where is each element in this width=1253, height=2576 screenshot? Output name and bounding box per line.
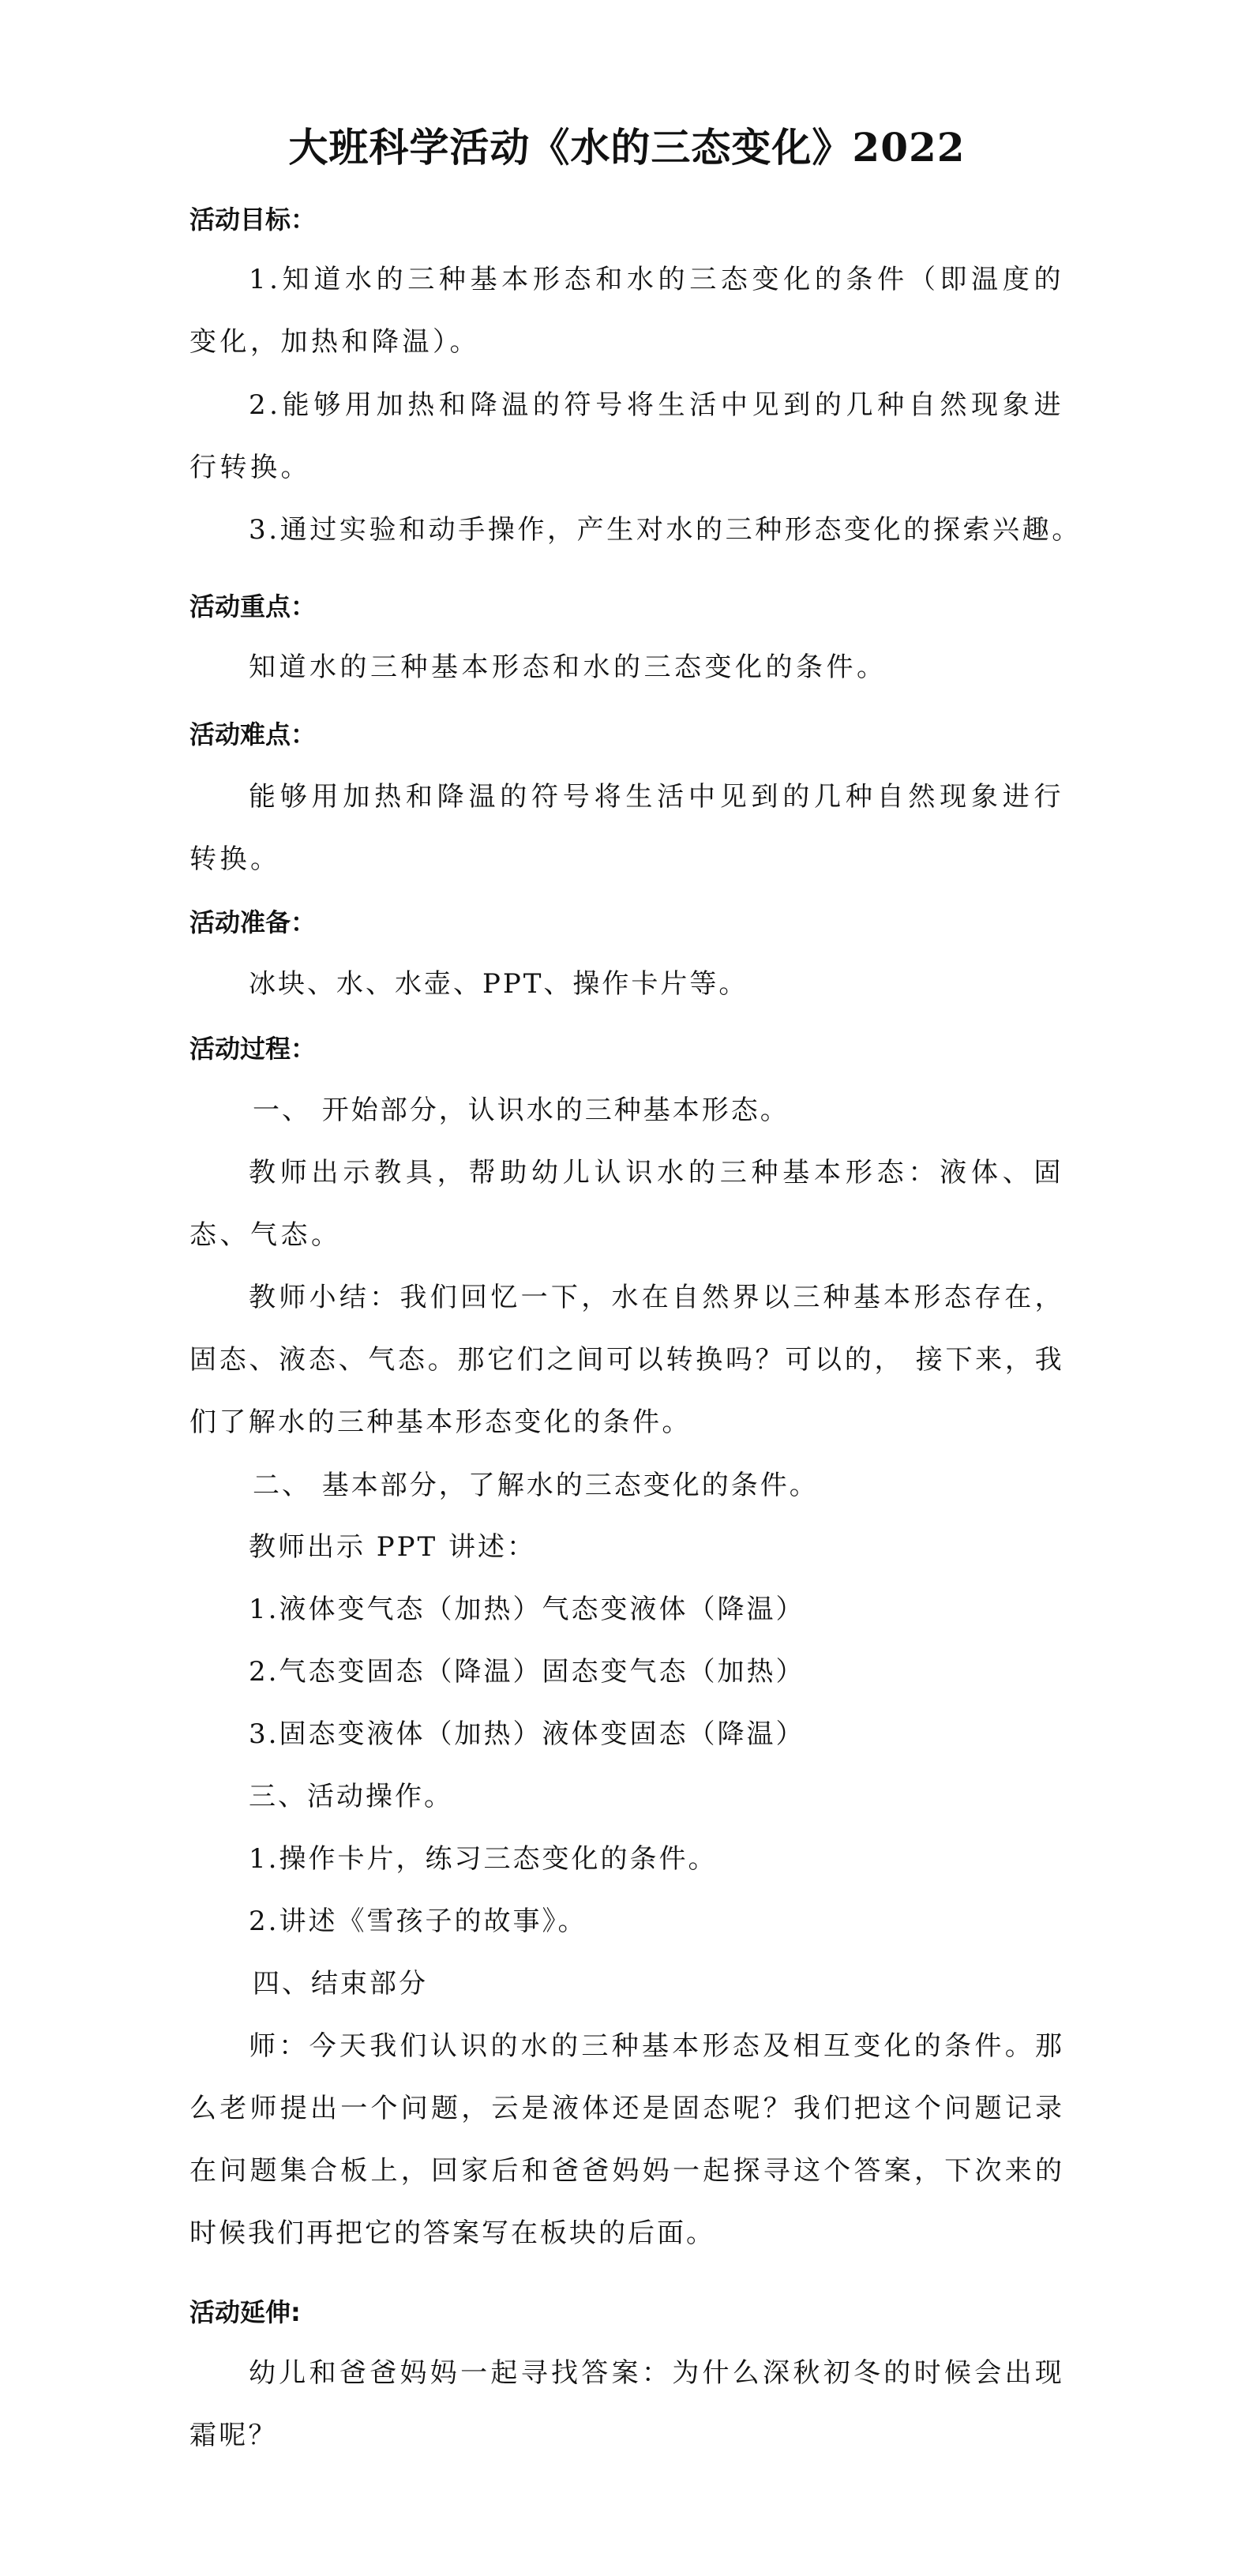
process-part1-title: 一、 开始部分，认识水的三种基本形态。	[253, 1095, 790, 1126]
document-title: 大班科学活动《水的三态变化》2022	[288, 124, 966, 171]
process-part3-item-2-wrap	[189, 1891, 1064, 1953]
process-part2-item-3: 3.固态变液体（加热）液体变固态（降温）	[249, 1718, 805, 1750]
difficulties-heading: 活动难点：	[189, 719, 317, 749]
goal-item-3: 3.通过实验和动手操作，产生对水的三种形态变化的探索兴趣。	[249, 514, 1082, 546]
process-part2-item-1: 1.液体变气态（加热）气态变液体（降温）	[249, 1594, 805, 1625]
process-part1-p1: 教师出示教具，帮助幼儿认识水的三种基本形态：液体、固态、气态。	[189, 1157, 1064, 1251]
process-part1-title-wrap	[189, 1080, 1064, 1142]
goal-item-2-wrap	[189, 374, 1064, 499]
process-part2-title-wrap	[189, 1455, 1064, 1517]
goals-list	[189, 249, 1064, 374]
goals-section	[189, 204, 1064, 235]
process-part3-title: 三、活动操作。	[249, 1781, 453, 1812]
process-part2-item-2-wrap	[189, 1641, 1064, 1703]
process-heading: 活动过程：	[189, 1034, 317, 1064]
key-points-wrap	[189, 636, 1064, 699]
difficulties-wrap	[189, 766, 1064, 891]
preparation-section	[189, 907, 1064, 938]
process-part1-p2-wrap	[189, 1267, 1064, 1454]
process-part4-title-wrap	[189, 1953, 1064, 2015]
goal-item-2: 2.能够用加热和降温的符号将生活中见到的几种自然现象进行转换。	[189, 389, 1064, 483]
process-part4-title: 四、结束部分	[253, 1968, 428, 2000]
process-part2-intro: 教师出示 PPT 讲述：	[249, 1531, 537, 1563]
process-section	[189, 1033, 1064, 1065]
preparation-wrap	[189, 953, 1064, 1016]
difficulties-text: 能够用加热和降温的符号将生活中见到的几种自然现象进行转换。	[189, 781, 1064, 875]
extension-text: 幼儿和爸爸妈妈一起寻找答案：为什么深秋初冬的时候会出现霜呢？	[189, 2357, 1064, 2451]
process-part1-p1-wrap	[189, 1142, 1064, 1267]
preparation-heading: 活动准备：	[189, 907, 317, 937]
process-part3-item-1: 1.操作卡片，练习三态变化的条件。	[249, 1843, 718, 1875]
preparation-text: 冰块、水、水壶、PPT、操作卡片等。	[249, 968, 748, 1000]
process-part2-item-2: 2.气态变固态（降温）固态变气态（加热）	[249, 1656, 805, 1688]
goals-heading: 活动目标：	[189, 205, 317, 235]
extension-heading: 活动延伸:	[189, 2297, 301, 2327]
process-part4-text: 师：今天我们认识的水的三种基本形态及相互变化的条件。那么老师提出一个问题，云是液体还是固态呢？我们把这个问题记录在问题集合板上，回家后和爸爸妈妈一起探寻这个答案，下次来的时候我们再把它的答案写在板块的后面。	[189, 2030, 1064, 2249]
extension-section	[189, 2296, 1064, 2328]
key-points-heading: 活动重点：	[189, 591, 317, 621]
process-part1-p2: 教师小结：我们回忆一下，水在自然界以三种基本形态存在，固态、液态、气态。那它们之间可以转换吗？可以的， 接下来，我们了解水的三种基本形态变化的条件。	[189, 1282, 1064, 1438]
process-part3-item-2: 2.讲述《雪孩子的故事》。	[249, 1906, 587, 1937]
goal-item-3-wrap	[189, 499, 1082, 561]
process-part2-intro-wrap	[189, 1516, 1064, 1579]
key-points-section	[189, 591, 1064, 622]
process-part2-item-1-wrap	[189, 1579, 1064, 1641]
extension-text-wrap	[189, 2342, 1064, 2467]
key-points-text: 知道水的三种基本形态和水的三态变化的条件。	[249, 652, 887, 683]
process-part3-title-wrap	[189, 1766, 1064, 1828]
process-part4-text-wrap	[189, 2015, 1064, 2265]
goal-item-1: 1.知道水的三种基本形态和水的三态变化的条件（即温度的变化，加热和降温）。	[189, 264, 1064, 358]
process-part2-item-3-wrap	[189, 1703, 1064, 1766]
difficulties-section	[189, 719, 1064, 750]
process-part3-item-1-wrap	[189, 1828, 1064, 1891]
process-part2-title: 二、 基本部分，了解水的三态变化的条件。	[253, 1470, 819, 1501]
